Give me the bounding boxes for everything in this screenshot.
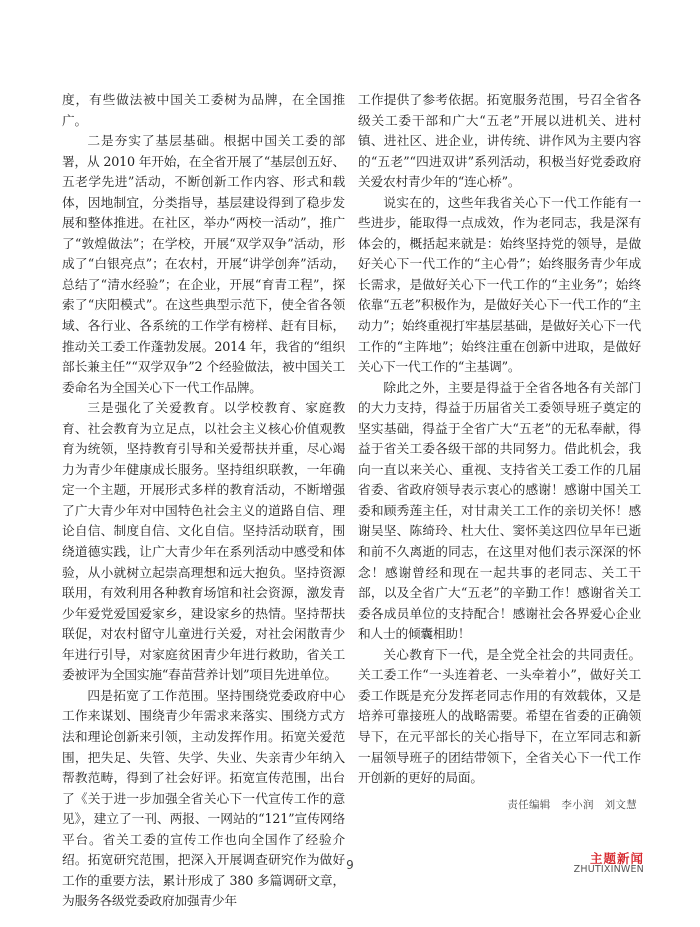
- editor-label: 责任编辑: [507, 798, 551, 811]
- paragraph-experience-summary: 说实在的，这些年我省关心下一代工作能有一些进步，能取得一点成效，作为老同志，我是深有体会的，概括起来就是：始终坚持党的领导，是做好关心下一代工作的“主心骨”；始终服务青少年成长需求，是做好关心下一代工作的“主业务”；始终依靠“五老”积极作为，是做好关心下一代工作的“主动力”；始终重视打牢基层基础，是做好关心下一代工作的“主阵地”；始终注重在创新中进取，是做好关心下一代工作的“主基调”。: [358, 194, 641, 375]
- editor-names: 李小润 刘文慧: [561, 798, 637, 811]
- section-brand: [574, 852, 644, 875]
- brand-title: 主题新闻: [589, 851, 644, 866]
- brand-subtitle: ZHUTIXINWEN: [573, 864, 644, 876]
- right-column: [358, 90, 641, 812]
- paragraph-acknowledgements: 除此之外，主要是得益于全省各地各有关部门的大力支持，得益于历届省关工委领导班子奠定的坚实基础，得益于全省广大“五老”的无私奉献，得益于省关工委各级干部的共同努力。借此机会，我向一直以来关心、重视、支持省关工委工作的几届省委、省政府领导表示衷心的感谢！感谢中国关工委和顾秀莲主任，对甘肃关工工作的亲切关怀！感谢吴坚、陈绮玲、杜大仕、窦怀美这四位早年已逝和前不久离逝的同志，在这里对他们表示深深的怀念！感谢曾经和现在一起共事的老同志、关工干部，以及全省广大“五老”的辛勤工作！感谢省关工委各成员单位的支持配合！感谢社会各界爱心企业和人士的倾囊相助！: [358, 379, 641, 642]
- paragraph-care-education: 三是强化了关爱教育。以学校教育、家庭教育、社会教育为立足点，以社会主义核心价值观教育为统领，坚持教育引导和关爱帮扶并重，尽心竭力为青少年健康成长服务。坚持组织联教，一年确定一个主题，开展形式多样的教育活动，不断增强了广大青少年对中国特色社会主义的道路自信、理论自信、制度自信、文化自信。坚持活动联育，围绕道德实践，让广大青少年在系列活动中感受和体验，从小就树立起崇高理想和远大抱负。坚持资源联用，有效利用各种教育场馆和社会资源，激发青少年爱党爱国爱家乡，建设家乡的热情。坚持帮扶联促，对农村留守儿童进行关爱，对社会闲散青少年进行引导，对家庭贫困青少年进行救助，省关工委被评为全国实施“春苗营养计划”项目先进单位。: [62, 400, 345, 683]
- page-number: 9: [346, 858, 354, 872]
- paragraph-closing: 关心教育下一代，是全党全社会的共同责任。关工委工作“一头连着老、一头牵着小”，做好关工委工作既是充分发挥老同志作用的有效载体，又是培养可靠接班人的战略需要。希望在省委的正确领导下，在元平部长的关心指导下，在立军同志和新一届领导班子的团结带领下，全省关心下一代工作开创新的更好的局面。: [358, 646, 641, 786]
- paragraph-grassroots-foundation: 二是夯实了基层基础。根据中国关工委的部署，从 2010 年开始，在全省开展了“基层创五好、五老学先进”活动，不断创新工作内容、形式和载体，因地制宜，分类指导，基层建设得到了稳步发展和整体推进。在社区，举办“两校一活动”，推广了“敦煌做法”；在学校，开展“双学双争”活动，形成了“白银亮点”；在农村，开展“讲学创奔”活动，总结了“清水经验”；在企业，开展“育青工程”，探索了“庆阳模式”。在这些典型示范下，使全省各领域、各行业、各系统的工作学有榜样、赶有目标，推动关工委工作蓬勃发展。2014 年，我省的“组织部长兼主任”“双学双争”2 个经验做法，被中国关工委命名为全国关心下一代工作品牌。: [62, 133, 345, 395]
- editor-credit: [358, 797, 641, 812]
- paragraph-continuation: 度，有些做法被中国关工委树为品牌，在全国推广。: [62, 92, 345, 128]
- left-column: [62, 90, 345, 912]
- paragraph-work-scope: 四是拓宽了工作范围。坚持围绕党委政府中心工作来谋划、围绕青少年需求来落实、围绕方式方法和理论创新来引领，主动发挥作用。拓宽关爱范围，把失足、失管、失学、失业、失亲青少年纳入帮教范畴，得到了社会好评。拓宽宣传范围，出台了《关于进一步加强全省关心下一代宣传工作的意见》，建立了一刊、两报、一网站的“121”宣传网络平台。省关工委的宣传工作也向全国作了经验介绍。拓宽研究范围，把深入开展调查研究作为做好工作的重要方法，累计形成了 380 多篇调研文章，为服务各级党委政府加强青少年: [62, 687, 345, 909]
- paragraph-service-scope-continuation: 工作提供了参考依据。拓宽服务范围，号召全省各级关工委干部和广大“五老”开展以进机关、进村镇、进社区、进企业，讲传统、讲作风为主要内容的“五老”“四进双讲”系列活动，积极当好党委政府关爱农村青少年的“连心桥”。: [358, 92, 641, 190]
